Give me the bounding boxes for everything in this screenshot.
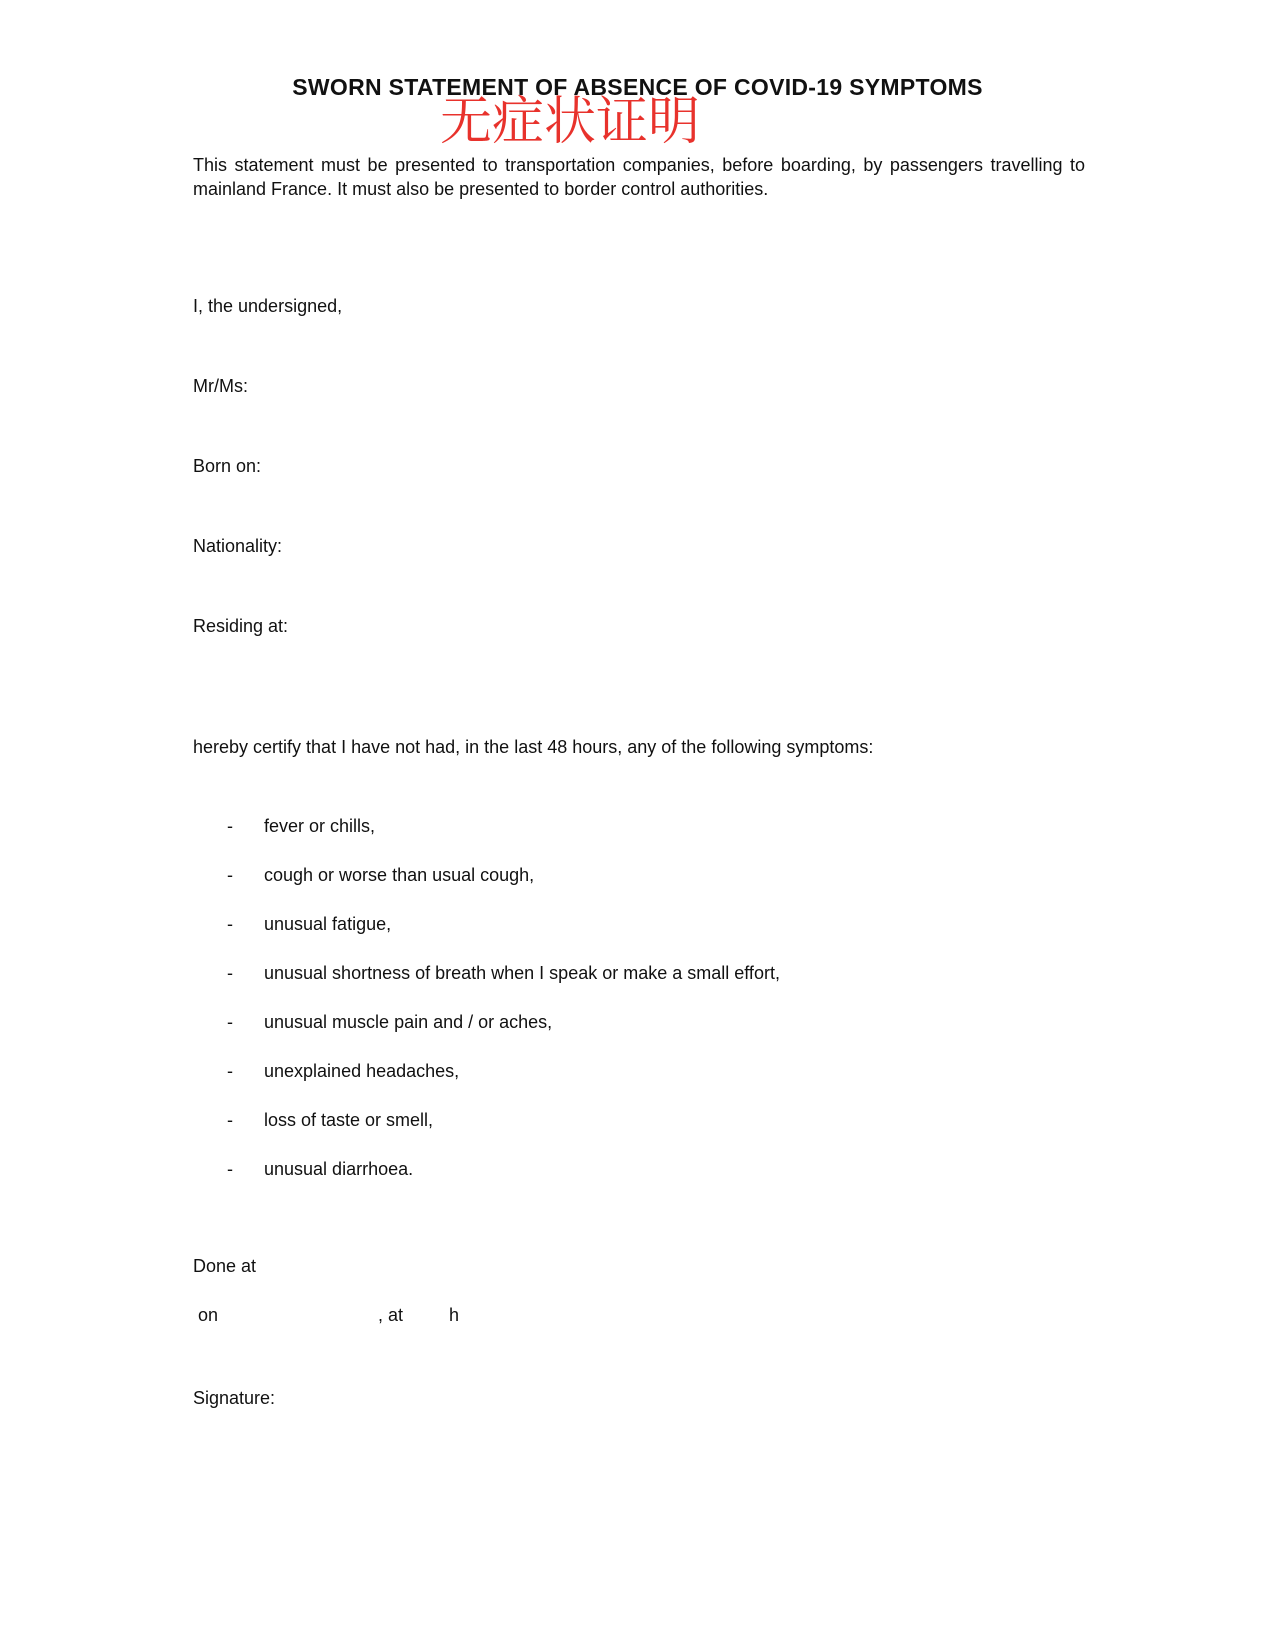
symptom-text: unusual muscle pain and / or aches,: [264, 1012, 553, 1032]
bullet-dash: -: [227, 1061, 233, 1081]
at-time-label: , at: [378, 1305, 404, 1325]
bullet-dash: -: [227, 865, 233, 885]
nationality-field-label: Nationality:: [193, 536, 283, 556]
bullet-dash: -: [227, 1159, 233, 1179]
bullet-dash: -: [227, 816, 233, 836]
signature-label: Signature:: [193, 1388, 276, 1408]
bullet-dash: -: [227, 914, 233, 934]
handwritten-annotation: 无症状证明: [440, 92, 701, 152]
symptom-text: unusual diarrhoea.: [264, 1159, 414, 1179]
bullet-dash: -: [227, 1110, 233, 1130]
symptom-text: cough or worse than usual cough,: [264, 865, 535, 885]
symptom-text: fever or chills,: [264, 816, 376, 836]
symptom-text: unusual fatigue,: [264, 914, 392, 934]
name-field-label: Mr/Ms:: [193, 376, 248, 396]
hour-label: h: [449, 1305, 460, 1325]
symptom-text: unusual shortness of breath when I speak or make a small effort,: [264, 963, 780, 983]
symptom-text: unexplained headaches,: [264, 1061, 460, 1081]
bullet-dash: -: [227, 1012, 233, 1032]
done-at-label: Done at: [193, 1256, 257, 1276]
born-field-label: Born on:: [193, 456, 262, 476]
on-date-label: on: [198, 1305, 219, 1325]
undersigned-text: I, the undersigned,: [193, 296, 343, 316]
intro-paragraph: This statement must be presented to transportation companies, before boarding, by passengers travelling to mainland France. It must also be presented to border control authorities.: [193, 155, 1085, 199]
residing-field-label: Residing at:: [193, 616, 289, 636]
bullet-dash: -: [227, 963, 233, 983]
symptom-text: loss of taste or smell,: [264, 1110, 434, 1130]
certify-statement: hereby certify that I have not had, in the last 48 hours, any of the following symptoms:: [193, 737, 874, 757]
document-title: SWORN STATEMENT OF ABSENCE OF COVID-19 SYMPTOMS: [292, 74, 983, 100]
